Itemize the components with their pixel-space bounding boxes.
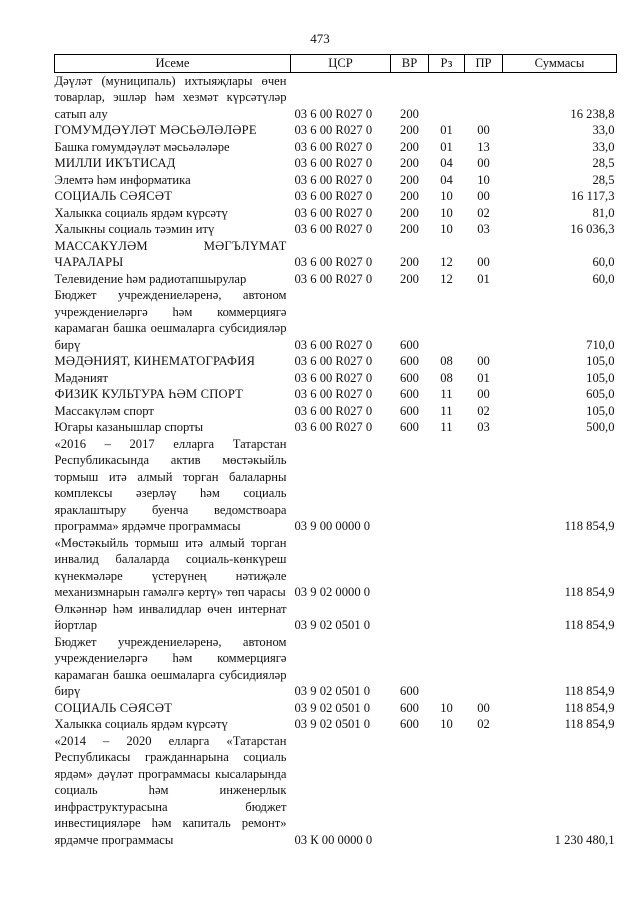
cell-rz: 12 bbox=[440, 255, 453, 269]
cell-rz bbox=[429, 733, 465, 849]
cell-amount: 118 854,9 bbox=[564, 585, 615, 599]
cell-name: Өлкәннәр һәм инвалидлар өчен интернат йортлар bbox=[54, 601, 287, 632]
cell-vr: 600 bbox=[400, 420, 419, 434]
cell-amount: 81,0 bbox=[592, 205, 615, 220]
cell-amount: 105,0 bbox=[586, 354, 615, 368]
cell-csr: 03 6 00 R027 0 bbox=[294, 106, 373, 121]
cell-pr: 02 bbox=[477, 717, 490, 731]
cell-vr: 200 bbox=[400, 123, 419, 137]
cell-csr: 03 9 02 0501 0 bbox=[294, 684, 371, 698]
cell-name: «2014 – 2020 елларга «Татарстан Республикасы гражданнарына социаль ярдәм» дәүләт программасы кысаларында социаль һәм инженерлык инфраструктурасына бюджет инвестицияләре һәм капиталь ремонт» ярдәмче программасы bbox=[54, 733, 287, 847]
cell-vr: 600 bbox=[400, 684, 419, 698]
cell-rz: 04 bbox=[440, 156, 453, 170]
table-row bbox=[55, 155, 617, 172]
table-row bbox=[55, 205, 617, 222]
cell-pr: 00 bbox=[477, 156, 490, 170]
cell-amount: 60,0 bbox=[592, 271, 615, 286]
cell-csr: 03 6 00 R027 0 bbox=[294, 403, 373, 418]
cell-csr: 03 9 02 0501 0 bbox=[294, 618, 371, 632]
cell-vr bbox=[391, 535, 429, 601]
cell-vr: 200 bbox=[400, 106, 419, 121]
cell-pr: 02 bbox=[477, 205, 490, 220]
table-row bbox=[55, 634, 617, 700]
cell-name: Бюджет учреждениеләренә, автоном учреждениеләргә һәм коммерциягә карамаган башка оешмаларга субсидияләр бирү bbox=[54, 288, 287, 352]
header-vr: ВР bbox=[391, 55, 429, 73]
cell-amount: 16 036,3 bbox=[570, 222, 615, 236]
cell-name: МӘДӘНИЯТ, КИНЕМАТОГРАФИЯ bbox=[54, 354, 256, 368]
cell-vr: 200 bbox=[400, 172, 419, 187]
header-name: Исеме bbox=[55, 55, 291, 73]
cell-amount: 28,5 bbox=[592, 156, 615, 170]
cell-name: Халыкка социаль ярдәм күрсәтү bbox=[54, 205, 228, 220]
cell-rz: 01 bbox=[440, 139, 453, 154]
cell-csr: 03 6 00 R027 0 bbox=[294, 123, 373, 137]
table-row bbox=[55, 601, 617, 634]
cell-name: МИЛЛИ ИКЪТИСАД bbox=[54, 156, 176, 170]
cell-csr: 03 6 00 R027 0 bbox=[294, 387, 373, 401]
cell-vr: 600 bbox=[400, 403, 419, 418]
cell-amount: 1 230 480,1 bbox=[554, 832, 615, 847]
cell-amount: 105,0 bbox=[586, 403, 615, 418]
cell-pr: 03 bbox=[477, 420, 490, 434]
cell-rz: 10 bbox=[440, 700, 453, 715]
table-row bbox=[55, 172, 617, 189]
cell-pr bbox=[465, 436, 503, 535]
cell-pr bbox=[465, 634, 503, 700]
cell-amount: 33,0 bbox=[592, 123, 615, 137]
table-row bbox=[55, 72, 617, 122]
cell-csr: 03 К 00 0000 0 bbox=[294, 832, 373, 847]
cell-pr bbox=[465, 601, 503, 634]
cell-csr: 03 6 00 R027 0 bbox=[294, 205, 373, 220]
cell-pr bbox=[465, 72, 503, 122]
cell-pr: 02 bbox=[477, 403, 490, 418]
table-row bbox=[55, 716, 617, 733]
cell-csr: 03 6 00 R027 0 bbox=[294, 370, 373, 385]
cell-csr: 03 6 00 R027 0 bbox=[294, 271, 373, 286]
cell-name: Дәүләт (муниципаль) ихтыяҗлары өчен товарлар, эшләр һәм хезмәт күрсәтүләр сатып алу bbox=[54, 73, 287, 121]
cell-rz: 04 bbox=[440, 172, 453, 187]
table-row bbox=[55, 436, 617, 535]
table-row bbox=[55, 386, 617, 403]
cell-vr: 600 bbox=[400, 700, 419, 715]
cell-amount: 105,0 bbox=[586, 370, 615, 385]
cell-name: «Мөстәкыйль тормыш итә алмый торган инвалид балаларда социаль-көнкүреш күнекмәләре үстерүнең нәтиҗәле механизмнарын гамәлгә кертү» төп чарасы bbox=[54, 535, 287, 599]
cell-csr: 03 6 00 R027 0 bbox=[294, 354, 373, 368]
cell-csr: 03 6 00 R027 0 bbox=[294, 222, 373, 236]
cell-pr: 00 bbox=[477, 387, 490, 401]
cell-amount: 710,0 bbox=[586, 337, 615, 352]
cell-csr: 03 9 02 0501 0 bbox=[294, 700, 371, 715]
cell-rz bbox=[429, 436, 465, 535]
cell-rz: 08 bbox=[440, 370, 453, 385]
cell-rz bbox=[429, 535, 465, 601]
cell-vr: 600 bbox=[400, 370, 419, 385]
cell-name: ФИЗИК КУЛЬТУРА ҺӘМ СПОРТ bbox=[54, 387, 244, 401]
cell-pr: 01 bbox=[477, 370, 490, 385]
cell-vr bbox=[391, 733, 429, 849]
cell-csr: 03 6 00 R027 0 bbox=[294, 255, 373, 269]
cell-pr: 00 bbox=[477, 354, 490, 368]
cell-rz: 08 bbox=[440, 354, 453, 368]
cell-vr: 200 bbox=[400, 189, 419, 203]
cell-pr: 00 bbox=[477, 123, 490, 137]
cell-amount: 118 854,9 bbox=[564, 684, 615, 698]
cell-vr: 200 bbox=[400, 271, 419, 286]
cell-pr: 01 bbox=[477, 271, 490, 286]
cell-name: Массакүләм спорт bbox=[54, 403, 154, 418]
cell-amount: 60,0 bbox=[592, 255, 615, 269]
cell-pr: 13 bbox=[477, 139, 490, 154]
header-pr: ПР bbox=[465, 55, 503, 73]
cell-csr: 03 6 00 R027 0 bbox=[294, 156, 373, 170]
table-row bbox=[55, 403, 617, 420]
cell-pr: 00 bbox=[477, 189, 490, 203]
cell-name: Бюджет учреждениеләренә, автоном учреждениеләргә һәм коммерциягә карамаган башка оешмаларга субсидияләр бирү bbox=[54, 634, 287, 698]
table-row bbox=[55, 139, 617, 156]
cell-vr: 200 bbox=[400, 222, 419, 236]
cell-pr: 00 bbox=[477, 700, 490, 715]
cell-pr bbox=[465, 287, 503, 353]
cell-csr: 03 6 00 R027 0 bbox=[294, 189, 373, 203]
cell-amount: 16 117,3 bbox=[570, 189, 615, 203]
table-row bbox=[55, 700, 617, 717]
cell-rz: 10 bbox=[440, 189, 453, 203]
cell-csr: 03 6 00 R027 0 bbox=[294, 139, 373, 154]
cell-vr: 600 bbox=[400, 354, 419, 368]
cell-pr: 10 bbox=[477, 172, 490, 187]
cell-name: Мәдәният bbox=[54, 370, 109, 385]
page-number: 473 bbox=[310, 31, 330, 46]
cell-rz: 11 bbox=[440, 420, 453, 434]
table-body bbox=[55, 72, 617, 848]
cell-rz bbox=[429, 601, 465, 634]
cell-rz bbox=[429, 634, 465, 700]
cell-name: Элемтә һәм информатика bbox=[54, 172, 191, 187]
table-row bbox=[55, 188, 617, 205]
cell-vr: 600 bbox=[400, 337, 419, 352]
table-row bbox=[55, 370, 617, 387]
cell-rz: 11 bbox=[440, 387, 453, 401]
table-row bbox=[55, 271, 617, 288]
header-amount: Суммасы bbox=[503, 55, 617, 73]
cell-name: СОЦИАЛЬ СӘЯСӘТ bbox=[54, 189, 173, 203]
cell-name: СОЦИАЛЬ СӘЯСӘТ bbox=[54, 700, 173, 715]
cell-csr: 03 6 00 R027 0 bbox=[294, 337, 373, 352]
cell-vr: 600 bbox=[400, 387, 419, 401]
cell-pr: 03 bbox=[477, 222, 490, 236]
table-header bbox=[55, 55, 617, 73]
cell-amount: 118 854,9 bbox=[564, 717, 615, 731]
cell-vr: 200 bbox=[400, 156, 419, 170]
cell-vr bbox=[391, 601, 429, 634]
budget-table bbox=[54, 54, 617, 848]
cell-csr: 03 9 00 0000 0 bbox=[294, 519, 371, 533]
cell-vr: 600 bbox=[400, 717, 419, 731]
cell-name: Халыкны социаль тәэмин итү bbox=[54, 222, 215, 236]
cell-amount: 118 854,9 bbox=[564, 700, 615, 715]
table-row bbox=[55, 733, 617, 849]
cell-name: ГОМУМДӘҮЛӘТ МӘСЬӘЛӘЛӘРЕ bbox=[54, 123, 257, 137]
cell-amount: 118 854,9 bbox=[564, 618, 615, 632]
cell-rz bbox=[429, 287, 465, 353]
cell-name: «2016 – 2017 елларга Татарстан Республикасында актив мөстәкыйль тормыш итә алмый торган балаларны комплексы әзерләү һәм социаль яраклаштыру буенча ведомствоара программа» ярдәмче программасы bbox=[54, 436, 287, 533]
cell-rz: 11 bbox=[440, 403, 453, 418]
cell-amount: 500,0 bbox=[586, 420, 615, 434]
cell-amount: 605,0 bbox=[586, 387, 615, 401]
table-row bbox=[55, 353, 617, 370]
cell-amount: 33,0 bbox=[592, 139, 615, 154]
cell-name: Башка гомумдәүләт мәсьәләләре bbox=[54, 139, 230, 154]
table-row bbox=[55, 221, 617, 238]
table-row bbox=[55, 122, 617, 139]
table-row bbox=[55, 287, 617, 353]
cell-amount: 16 238,8 bbox=[570, 106, 615, 121]
cell-csr: 03 9 02 0501 0 bbox=[294, 717, 371, 731]
cell-amount: 28,5 bbox=[592, 172, 615, 187]
cell-name: МАССАКҮЛӘМ МӘГЪЛҮМАТ ЧАРАЛАРЫ bbox=[54, 238, 287, 269]
cell-name: Халыкка социаль ярдәм күрсәтү bbox=[54, 717, 228, 731]
table-row bbox=[55, 238, 617, 271]
cell-rz: 10 bbox=[440, 205, 453, 220]
cell-vr: 200 bbox=[400, 139, 419, 154]
cell-pr: 00 bbox=[477, 255, 490, 269]
cell-csr: 03 6 00 R027 0 bbox=[294, 420, 373, 434]
header-rz: Рз bbox=[429, 55, 465, 73]
table-row bbox=[55, 535, 617, 601]
cell-rz: 01 bbox=[440, 123, 453, 137]
cell-pr bbox=[465, 535, 503, 601]
cell-name: Югары казанышлар спорты bbox=[54, 420, 204, 434]
table-row bbox=[55, 419, 617, 436]
cell-vr: 200 bbox=[400, 255, 419, 269]
cell-rz: 10 bbox=[440, 717, 453, 731]
cell-csr: 03 6 00 R027 0 bbox=[294, 172, 373, 187]
cell-rz bbox=[429, 72, 465, 122]
cell-name: Телевидение һәм радиотапшырулар bbox=[54, 271, 247, 286]
cell-vr bbox=[391, 436, 429, 535]
cell-amount: 118 854,9 bbox=[564, 519, 615, 533]
cell-pr bbox=[465, 733, 503, 849]
cell-vr: 200 bbox=[400, 205, 419, 220]
header-csr: ЦСР bbox=[291, 55, 391, 73]
cell-rz: 10 bbox=[440, 222, 453, 236]
cell-rz: 12 bbox=[440, 271, 453, 286]
cell-csr: 03 9 02 0000 0 bbox=[294, 585, 371, 599]
